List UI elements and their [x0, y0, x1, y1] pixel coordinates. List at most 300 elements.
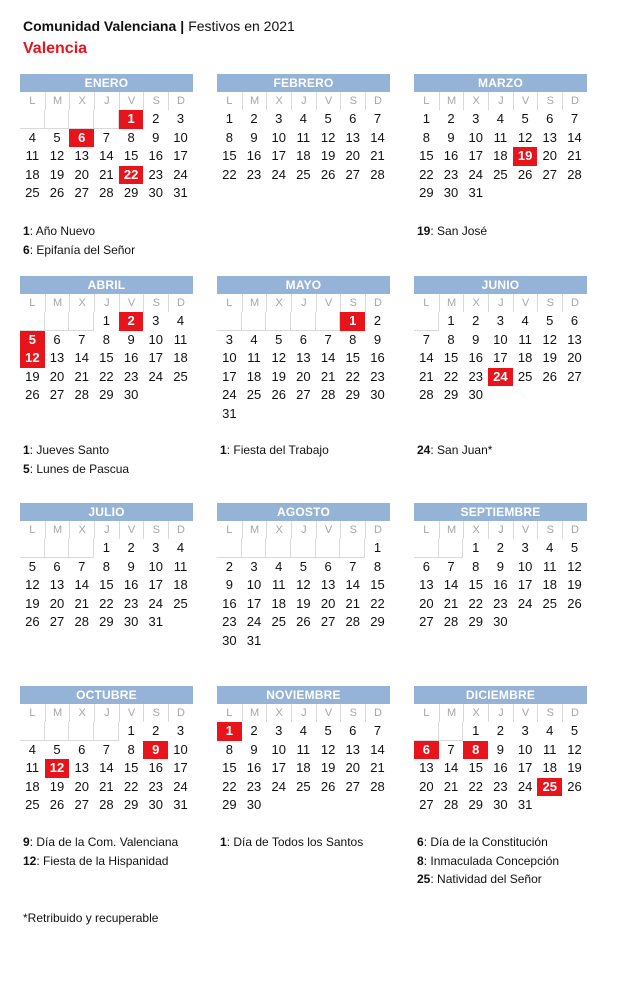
weekday-label: D [365, 704, 390, 722]
day-cell: 3 [152, 313, 160, 328]
day-cell: 7 [373, 111, 382, 126]
holiday-note-label: Jueves Santo [36, 443, 110, 457]
day-cell: 26 [25, 387, 40, 402]
day-cell: 16 [246, 760, 262, 775]
day-cell: 11 [543, 558, 557, 574]
month-title: NOVIEMBRE [217, 686, 390, 704]
weekday-label: V [513, 92, 538, 110]
weekday-label: M [45, 521, 70, 539]
month-title: MAYO [217, 276, 390, 294]
month-noviembre [217, 686, 390, 815]
weekday-label: D [365, 92, 390, 110]
weekday-label: V [513, 521, 538, 539]
day-cell: 3 [225, 331, 233, 347]
empty-cell [242, 312, 267, 331]
holiday-note-label: Fiesta del Trabajo [233, 443, 329, 457]
day-cell: 10 [517, 558, 533, 574]
day-cell: 23 [148, 778, 164, 794]
day-cell: 13 [419, 760, 434, 775]
day-cell: 27 [542, 166, 558, 182]
holiday-day: 24 [488, 368, 513, 387]
holiday-note: 12: Fiesta de la Hispanidad [23, 853, 169, 868]
day-cell: 27 [296, 387, 311, 402]
weekday-header [217, 294, 390, 312]
weekday-header [20, 294, 193, 312]
holiday-note-label: Epifanía del Señor [36, 242, 136, 257]
empty-cell [439, 722, 464, 741]
day-cell: 13 [49, 350, 65, 365]
day-cell: 20 [49, 595, 65, 611]
day-cell: 26 [567, 595, 582, 611]
day-cell: 2 [127, 540, 135, 555]
empty-cell [217, 312, 242, 331]
day-cell: 10 [246, 577, 262, 592]
day-cell: 2 [152, 723, 160, 738]
day-cell: 29 [99, 614, 114, 629]
empty-cell [69, 110, 94, 129]
day-cell: 7 [570, 111, 579, 126]
weekday-label: D [365, 294, 390, 312]
weekday-label: J [291, 704, 316, 722]
weekday-header [20, 704, 193, 722]
day-cell: 24 [148, 368, 164, 384]
day-cell: 25 [246, 387, 262, 402]
day-cell: 30 [123, 387, 139, 402]
holiday-day: 9 [143, 741, 168, 760]
weekday-label: J [94, 521, 119, 539]
day-cell: 13 [567, 331, 582, 347]
weekday-label: S [143, 294, 168, 312]
month-title: FEBRERO [217, 74, 390, 92]
day-cell: 16 [468, 350, 483, 365]
day-cell: 25 [25, 185, 40, 200]
holiday-day: 22 [119, 166, 144, 185]
day-cell: 8 [127, 741, 135, 757]
day-cell: 17 [271, 148, 286, 163]
day-cell: 22 [222, 166, 237, 182]
holiday-note: 5: Lunes de Pascua [23, 461, 130, 476]
weekday-label: L [423, 707, 430, 719]
weekday-header [414, 521, 587, 539]
day-cell: 31 [173, 185, 188, 200]
day-cell: 10 [148, 331, 164, 347]
day-cell: 22 [222, 778, 237, 794]
day-cell: 15 [222, 148, 237, 163]
day-cell: 7 [349, 558, 357, 574]
day-cell: 27 [49, 614, 65, 629]
day-cell: 26 [567, 778, 582, 794]
day-grid [217, 539, 390, 650]
day-cell: 25 [25, 797, 40, 812]
holiday-day: 12 [45, 759, 70, 778]
weekday-label: L [226, 707, 233, 719]
day-cell: 11 [25, 760, 40, 775]
empty-cell [414, 722, 439, 741]
holiday-day: 25 [537, 778, 562, 797]
day-cell: 29 [123, 185, 139, 200]
day-cell: 20 [567, 350, 582, 365]
day-cell: 9 [250, 129, 258, 145]
day-cell: 29 [443, 387, 459, 402]
day-grid [20, 722, 193, 815]
day-cell: 28 [567, 166, 582, 182]
month-title: DICIEMBRE [414, 686, 587, 704]
weekday-label: M [439, 704, 464, 722]
day-cell: 1 [225, 111, 233, 126]
day-cell: 2 [250, 111, 258, 126]
day-cell: 9 [496, 741, 505, 757]
day-cell: 29 [123, 797, 139, 812]
day-cell: 24 [271, 778, 286, 794]
holiday-note-label: Día de la Com. Valenciana [36, 835, 179, 849]
day-cell: 23 [370, 368, 385, 384]
day-cell: 4 [176, 540, 185, 555]
day-cell: 17 [222, 368, 237, 384]
holiday-notes [23, 222, 135, 259]
day-cell: 2 [447, 111, 455, 126]
day-cell: 11 [493, 129, 508, 145]
day-cell: 8 [127, 129, 135, 145]
day-cell: 8 [225, 741, 233, 757]
day-cell: 22 [443, 368, 459, 384]
day-cell: 22 [370, 595, 385, 611]
day-cell: 9 [127, 558, 135, 574]
weekday-label: L [226, 297, 233, 309]
day-cell: 4 [250, 331, 258, 347]
day-cell: 21 [99, 778, 114, 794]
day-cell: 5 [570, 540, 579, 555]
day-cell: 30 [493, 614, 508, 629]
day-cell: 26 [49, 797, 65, 812]
day-cell: 26 [296, 614, 311, 629]
day-cell: 20 [345, 760, 361, 775]
day-cell: 4 [521, 313, 529, 328]
weekday-header [414, 294, 587, 312]
day-cell: 25 [542, 595, 558, 611]
day-cell: 10 [222, 350, 237, 365]
weekday-label: S [143, 92, 168, 110]
empty-cell [316, 312, 341, 331]
day-cell: 18 [246, 368, 262, 384]
holiday-day: 1 [119, 110, 144, 129]
holiday-note-label: San José [437, 224, 488, 238]
day-cell: 9 [472, 331, 480, 347]
day-cell: 1 [102, 313, 111, 328]
day-cell: 23 [246, 778, 262, 794]
day-cell: 31 [468, 185, 483, 200]
weekday-label: J [94, 92, 119, 110]
day-cell: 28 [74, 614, 89, 629]
day-cell: 26 [25, 614, 40, 629]
month-title: ENERO [20, 74, 193, 92]
day-cell: 12 [517, 129, 533, 145]
day-cell: 29 [468, 614, 483, 629]
day-cell: 3 [176, 111, 185, 126]
day-cell: 29 [370, 614, 385, 629]
day-cell: 17 [173, 760, 188, 775]
empty-cell [20, 312, 45, 331]
day-cell: 18 [296, 148, 311, 163]
day-cell: 3 [472, 111, 480, 126]
day-cell: 5 [28, 558, 36, 574]
day-cell: 1 [373, 540, 382, 555]
empty-cell [316, 539, 341, 558]
weekday-label: J [488, 294, 513, 312]
day-cell: 10 [173, 741, 188, 757]
day-grid [414, 722, 587, 815]
month-julio [20, 503, 193, 632]
day-cell: 5 [324, 723, 332, 738]
day-cell: 7 [324, 331, 332, 347]
holiday-notes [417, 833, 559, 889]
day-cell: 16 [246, 148, 262, 163]
day-cell: 24 [517, 778, 533, 794]
holiday-note-day: 8 [417, 853, 424, 868]
empty-cell [439, 539, 464, 558]
day-cell: 23 [123, 595, 139, 611]
empty-cell [69, 539, 94, 558]
day-cell: 14 [320, 350, 336, 365]
day-cell: 26 [517, 166, 533, 182]
empty-cell [69, 722, 94, 741]
day-cell: 13 [419, 577, 434, 592]
month-enero [20, 74, 193, 203]
day-cell: 23 [443, 166, 459, 182]
day-cell: 1 [422, 111, 430, 126]
weekday-label: V [316, 92, 341, 110]
day-cell: 14 [370, 741, 385, 757]
weekday-label: S [537, 521, 562, 539]
day-cell: 15 [468, 577, 483, 592]
day-grid [414, 312, 587, 405]
day-cell: 18 [173, 350, 188, 365]
weekday-header [414, 92, 587, 110]
holiday-note-day: 1 [23, 224, 30, 238]
weekday-label: L [29, 524, 36, 536]
weekday-label: D [365, 521, 390, 539]
day-cell: 14 [99, 148, 114, 163]
day-cell: 11 [543, 741, 557, 757]
day-cell: 28 [99, 185, 114, 200]
weekday-label: L [29, 707, 36, 719]
day-cell: 28 [345, 614, 361, 629]
weekday-label: X [463, 294, 488, 312]
weekday-header [217, 521, 390, 539]
weekday-label: S [340, 294, 365, 312]
holiday-note: 1: Día de Todos los Santos [220, 835, 364, 849]
day-cell: 16 [123, 350, 139, 365]
day-cell: 15 [419, 148, 434, 163]
month-diciembre [414, 686, 587, 815]
empty-cell [45, 722, 70, 741]
day-cell: 29 [345, 387, 361, 402]
weekday-label: J [488, 704, 513, 722]
day-cell: 20 [419, 778, 434, 794]
day-cell: 11 [296, 129, 311, 145]
subtitle: Festivos en 2021 [188, 18, 295, 34]
day-grid [217, 722, 390, 815]
holiday-day: 2 [119, 312, 144, 331]
day-cell: 19 [49, 778, 65, 794]
day-cell: 23 [246, 166, 262, 182]
day-cell: 6 [422, 558, 430, 574]
empty-cell [414, 539, 439, 558]
holiday-day: 6 [69, 129, 94, 148]
empty-cell [340, 539, 365, 558]
weekday-label: J [94, 294, 119, 312]
day-cell: 6 [78, 741, 86, 757]
day-cell: 31 [246, 632, 262, 648]
empty-cell [20, 722, 45, 741]
day-cell: 31 [148, 614, 164, 629]
day-cell: 4 [28, 129, 36, 145]
day-cell: 22 [99, 595, 114, 611]
day-cell: 16 [493, 577, 508, 592]
weekday-label: V [119, 704, 144, 722]
day-cell: 17 [246, 595, 262, 611]
holiday-notes [417, 222, 487, 241]
day-cell: 23 [468, 368, 483, 384]
day-cell: 7 [102, 741, 111, 757]
holiday-note-label: Día de la Constitución [430, 835, 548, 849]
day-cell: 9 [373, 331, 382, 347]
month-title: JULIO [20, 503, 193, 521]
weekday-label: V [119, 521, 144, 539]
holiday-day: 1 [340, 312, 365, 331]
empty-cell [266, 312, 291, 331]
weekday-label: D [562, 294, 587, 312]
day-cell: 27 [49, 387, 65, 402]
weekday-label: L [423, 297, 430, 309]
day-cell: 16 [148, 148, 164, 163]
day-cell: 31 [222, 405, 237, 421]
day-cell: 11 [296, 741, 311, 757]
holiday-note-day: 9 [23, 835, 30, 849]
holiday-note-day: 25 [417, 872, 431, 886]
day-cell: 24 [468, 166, 483, 182]
day-cell: 30 [246, 797, 262, 812]
day-cell: 26 [271, 387, 286, 402]
day-cell: 16 [443, 148, 459, 163]
empty-cell [94, 722, 119, 741]
weekday-label: L [423, 95, 430, 107]
day-cell: 7 [78, 558, 86, 574]
empty-cell [20, 539, 45, 558]
day-cell: 29 [99, 387, 114, 402]
day-cell: 18 [25, 166, 40, 182]
day-cell: 9 [127, 331, 135, 347]
month-title: OCTUBRE [20, 686, 193, 704]
day-cell: 20 [74, 778, 89, 794]
weekday-label: D [168, 521, 193, 539]
day-cell: 12 [567, 558, 582, 574]
day-cell: 19 [542, 350, 558, 365]
day-cell: 6 [299, 331, 308, 347]
weekday-label: D [562, 521, 587, 539]
day-cell: 11 [173, 331, 188, 347]
day-cell: 23 [493, 778, 508, 794]
holiday-note: 6: Día de la Constitución [417, 835, 548, 849]
day-cell: 24 [517, 595, 533, 611]
day-cell: 20 [320, 595, 336, 611]
day-cell: 22 [468, 778, 483, 794]
day-cell: 24 [173, 166, 188, 182]
day-cell: 4 [176, 313, 185, 328]
day-cell: 18 [542, 760, 558, 775]
footnote: *Retribuido y recuperable [23, 911, 159, 925]
holiday-note-day: 6 [23, 242, 30, 257]
weekday-label: X [69, 704, 94, 722]
weekday-label: J [488, 521, 513, 539]
day-cell: 20 [542, 148, 558, 163]
day-cell: 7 [447, 741, 455, 757]
month-junio [414, 276, 587, 405]
day-cell: 3 [152, 540, 160, 555]
holiday-notes [417, 441, 492, 460]
day-cell: 11 [173, 558, 188, 574]
day-cell: 24 [246, 614, 262, 629]
day-cell: 8 [447, 331, 455, 347]
weekday-label: V [316, 294, 341, 312]
day-cell: 10 [493, 331, 508, 347]
day-cell: 22 [419, 166, 434, 182]
weekday-label: M [439, 92, 464, 110]
weekday-label: M [242, 704, 267, 722]
weekday-label: X [69, 294, 94, 312]
day-cell: 17 [148, 350, 164, 365]
day-cell: 30 [370, 387, 385, 402]
day-cell: 28 [99, 797, 114, 812]
day-cell: 19 [567, 760, 582, 775]
month-agosto [217, 503, 390, 650]
day-cell: 13 [542, 129, 558, 145]
holiday-note-day: 1 [220, 835, 227, 849]
day-cell: 5 [546, 313, 554, 328]
day-cell: 14 [74, 350, 89, 365]
day-cell: 6 [53, 331, 61, 347]
day-cell: 14 [567, 129, 582, 145]
day-cell: 17 [271, 760, 286, 775]
day-cell: 11 [518, 331, 532, 347]
holiday-day: 12 [20, 349, 45, 368]
day-cell: 4 [299, 723, 308, 738]
day-cell: 25 [296, 166, 311, 182]
weekday-label: S [340, 521, 365, 539]
day-cell: 27 [345, 778, 361, 794]
day-cell: 7 [102, 129, 111, 145]
month-octubre [20, 686, 193, 815]
day-cell: 27 [419, 797, 434, 812]
empty-cell [94, 110, 119, 129]
holiday-day: 1 [217, 722, 242, 741]
day-cell: 16 [148, 760, 164, 775]
day-cell: 6 [349, 723, 357, 738]
weekday-label: J [94, 704, 119, 722]
day-cell: 10 [517, 741, 533, 757]
day-cell: 25 [296, 778, 311, 794]
day-cell: 14 [99, 760, 114, 775]
day-cell: 28 [370, 166, 385, 182]
day-cell: 21 [345, 595, 361, 611]
weekday-label: L [29, 297, 36, 309]
day-cell: 4 [28, 741, 36, 757]
day-cell: 23 [493, 595, 508, 611]
header [23, 16, 295, 60]
day-cell: 8 [349, 331, 357, 347]
day-cell: 5 [299, 558, 308, 574]
day-cell: 27 [419, 614, 434, 629]
day-cell: 22 [123, 778, 139, 794]
